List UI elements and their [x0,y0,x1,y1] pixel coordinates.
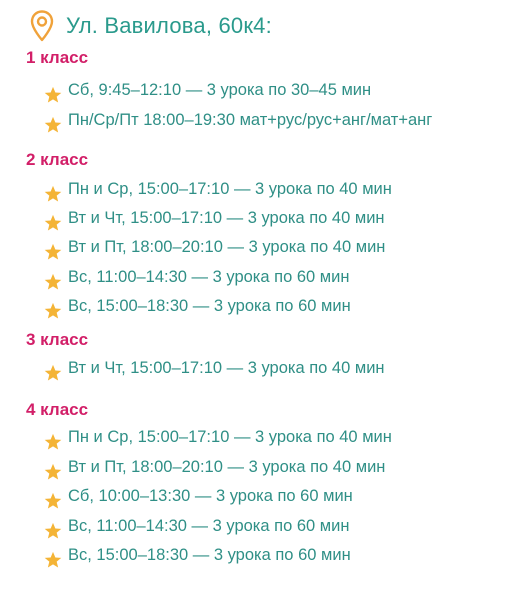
grade-heading: 4 класс [26,400,89,419]
schedule-text: Пн и Ср, 15:00–17:10 — 3 урока по 40 мин [68,427,392,446]
schedule-text: Пн и Ср, 15:00–17:10 — 3 урока по 40 мин [68,179,392,198]
location-pin-icon [30,10,54,42]
grade-heading: 3 класс [26,330,89,349]
address-header [30,8,272,44]
schedule-item [44,235,385,259]
schedule-item [44,177,392,201]
schedule-text: Вт и Чт, 15:00–17:10 — 3 урока по 40 мин [68,208,385,227]
grade-heading: 1 класс [26,48,89,67]
schedule-text: Вт и Пт, 18:00–20:10 — 3 урока по 40 мин [68,457,386,476]
star-icon [44,551,62,569]
star-icon [44,214,62,232]
schedule-text: Вс, 15:00–18:30 — 3 урока по 60 мин [68,296,351,315]
grade-heading: 2 класс [26,150,89,169]
star-icon [44,364,62,382]
schedule-text: Вс, 15:00–18:30 — 3 урока по 60 мин [68,545,351,564]
schedule-text: Вс, 11:00–14:30 — 3 урока по 60 мин [68,516,350,535]
schedule-item [44,484,353,508]
star-icon [44,492,62,510]
star-icon [44,116,62,134]
schedule-text: Сб, 10:00–13:30 — 3 урока по 60 мин [68,486,353,505]
schedule-text: Вт и Чт, 15:00–17:10 — 3 урока по 40 мин [68,358,385,377]
schedule-text: Вт и Пт, 18:00–20:10 — 3 урока по 40 мин [68,237,386,256]
star-icon [44,243,62,261]
schedule-text: Сб, 9:45–12:10 — 3 урока по 30–45 мин [68,80,372,99]
schedule-item [44,455,385,479]
star-icon [44,463,62,481]
address-title: Ул. Вавилова, 60к4: [66,13,272,38]
schedule-item [44,265,349,289]
schedule-item [44,543,351,567]
schedule-item [44,294,351,318]
schedule-item [44,356,385,380]
schedule-item [44,514,349,538]
star-icon [44,433,62,451]
schedule-text: Вс, 11:00–14:30 — 3 урока по 60 мин [68,267,350,286]
schedule-item [44,425,392,449]
star-icon [44,522,62,540]
schedule-item [44,108,432,132]
star-icon [44,273,62,291]
star-icon [44,86,62,104]
schedule-item [44,206,385,230]
star-icon [44,302,62,320]
schedule-text: Пн/Ср/Пт 18:00–19:30 мат+рус/рус+анг/мат+анг [68,110,433,129]
schedule-item [44,78,371,102]
star-icon [44,185,62,203]
